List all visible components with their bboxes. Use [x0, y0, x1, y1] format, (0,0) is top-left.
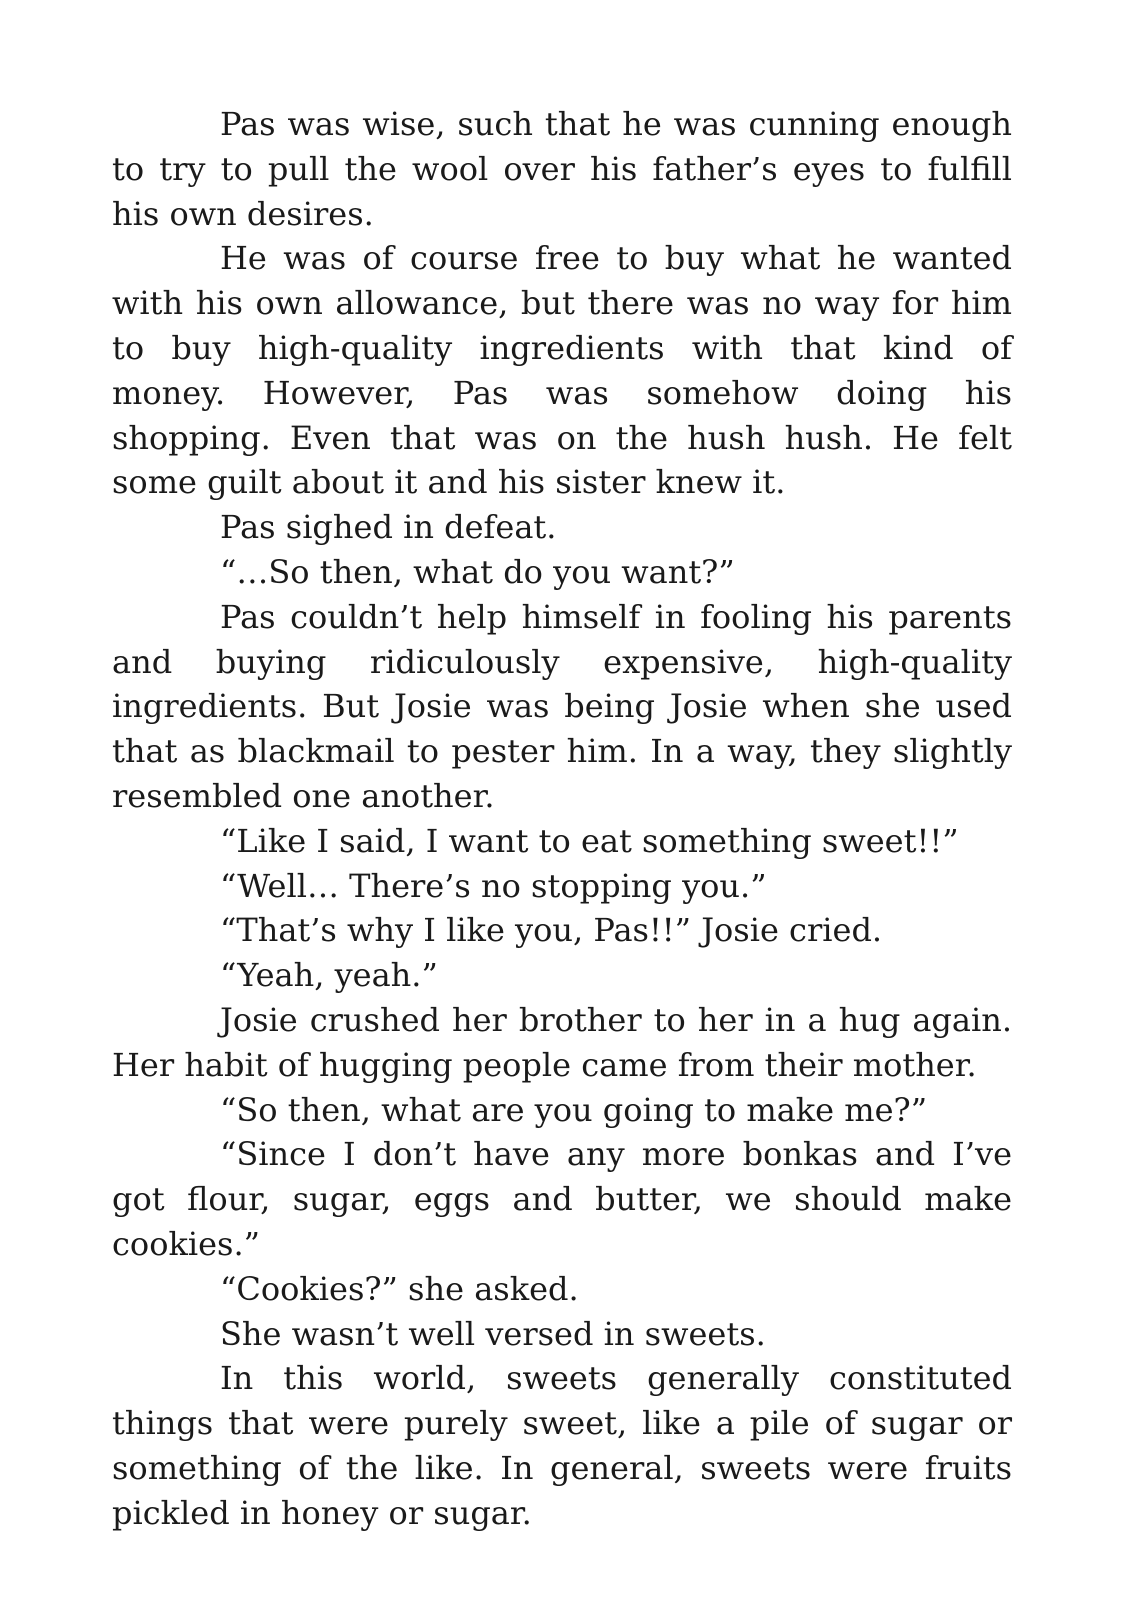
paragraph-9: “Yeah, yeah.” [220, 956, 438, 995]
paragraph-6: “Like I said, I want to eat something sweet!!” [220, 821, 959, 860]
paragraph-1: Pas was wise, such that he was cunning enough to try to pull the wool over his father’s eyes to fulfill his own desires. [112, 105, 1012, 233]
paragraph-2: He was of course free to buy what he wanted with his own allowance, but there was no way for him to buy high-quality ingredients with that kind of money. However, Pas was somehow doing his shopping. Even that was on the hush hush. He felt some guilt about it and his sister knew it. [112, 239, 1012, 502]
paragraph-8: “That’s why I like you, Pas!!” Josie cried. [220, 911, 883, 950]
paragraph-7: “Well… There’s no stopping you.” [220, 866, 767, 905]
book-page [112, 102, 1012, 1536]
paragraph-4: “…So then, what do you want?” [220, 552, 735, 591]
paragraph-13: “Cookies?” she asked. [220, 1269, 579, 1308]
paragraph-5: Pas couldn’t help himself in fooling his parents and buying ridiculously expensive, high-quality ingredients. But Josie was being Josie when she used that as blackmail to pester him. In a way, they slightly resembled one another. [112, 597, 1012, 815]
paragraph-15: In this world, sweets generally constituted things that were purely sweet, like a pile of sugar or something of the like. In general, sweets were fruits pickled in honey or sugar. [112, 1359, 1012, 1532]
paragraph-11: “So then, what are you going to make me?” [220, 1090, 928, 1129]
paragraph-3: Pas sighed in defeat. [220, 508, 557, 547]
paragraph-10: Josie crushed her brother to her in a hug again. Her habit of hugging people came from their mother. [112, 1000, 1012, 1084]
paragraph-14: She wasn’t well versed in sweets. [220, 1314, 766, 1353]
paragraph-12: “Since I don’t have any more bonkas and I’ve got flour, sugar, eggs and butter, we should make cookies.” [112, 1135, 1012, 1263]
